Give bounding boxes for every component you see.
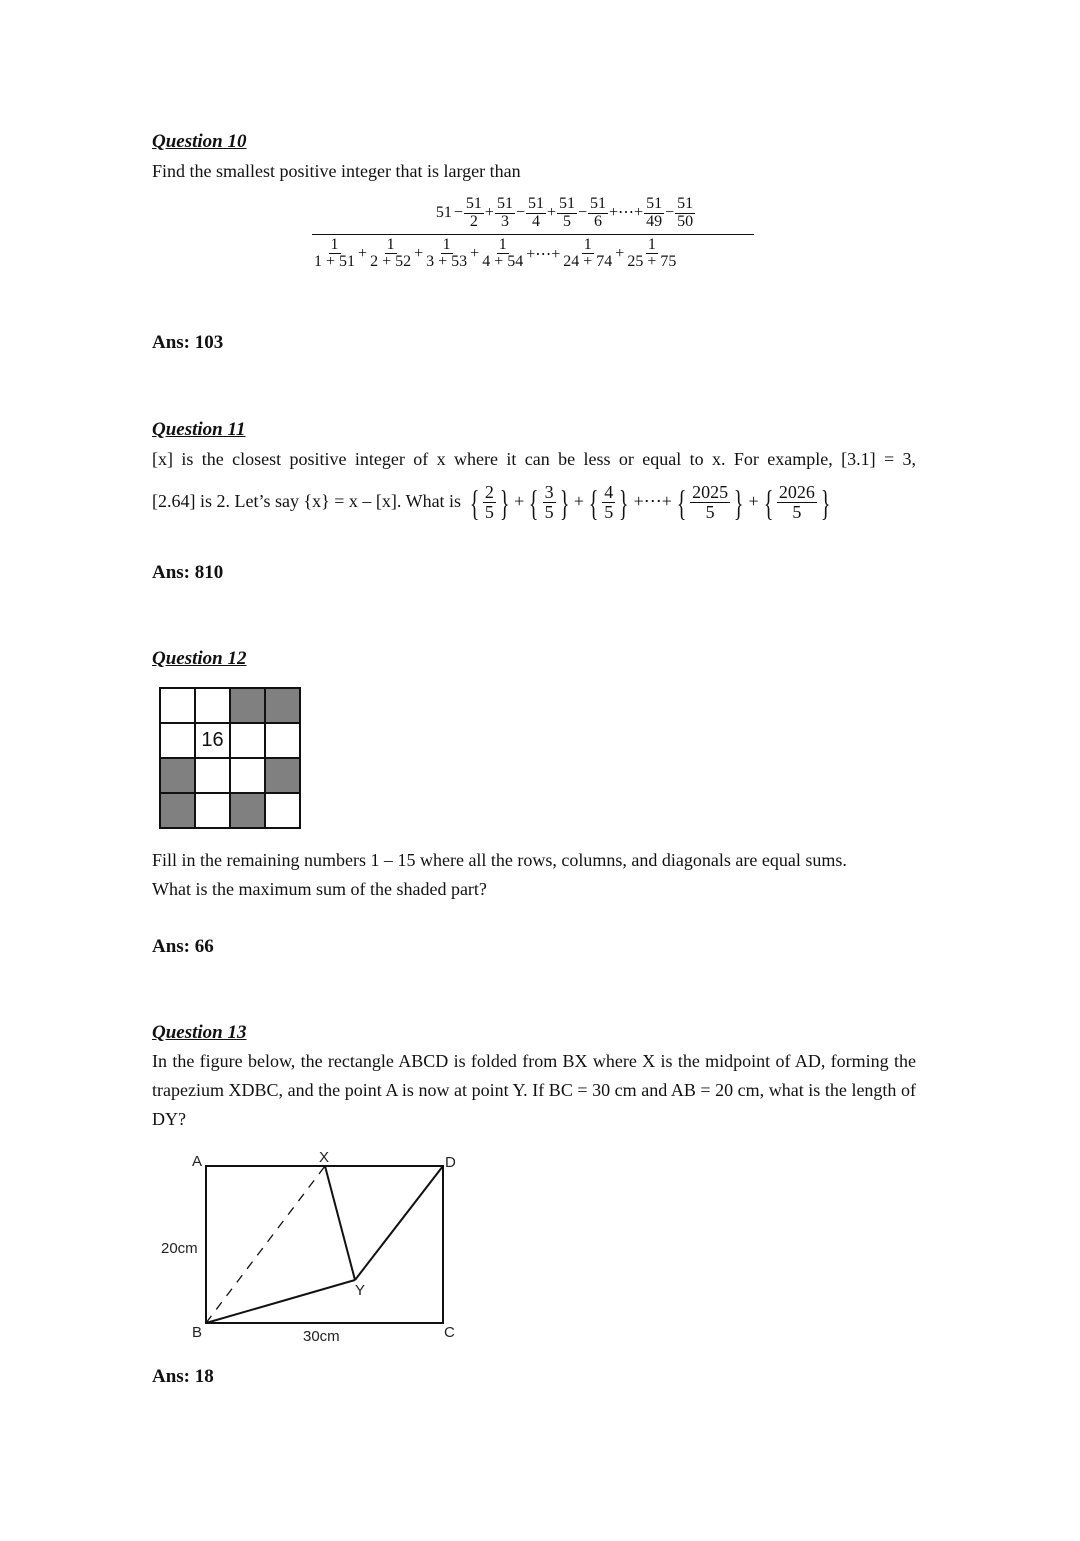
numerator-term <box>526 196 546 231</box>
numerator-term <box>495 196 515 231</box>
label-y: Y <box>355 1282 366 1299</box>
operator: + <box>484 204 494 222</box>
operator: +⋯+ <box>633 490 672 511</box>
fraction-numerator: 1 <box>386 235 395 253</box>
question-11-expression <box>466 482 835 523</box>
fractional-part-term <box>466 476 514 526</box>
fraction-denominator: 5 <box>544 502 554 523</box>
fractional-part-term <box>585 476 633 526</box>
operator: + <box>615 244 625 262</box>
right-brace: } <box>734 482 744 523</box>
right-brace: } <box>619 482 629 523</box>
fraction-numerator: 2025 <box>692 482 729 503</box>
fraction-denominator: 5 <box>705 502 715 523</box>
fractional-part-term <box>673 476 748 526</box>
left-brace: { <box>588 482 599 523</box>
denominator-term <box>561 237 614 272</box>
fraction <box>602 483 615 522</box>
fraction-denominator: 3 <box>500 212 509 230</box>
grid-cell <box>161 689 194 722</box>
fraction-denominator: 6 <box>594 212 603 230</box>
grid-cell-shaded <box>266 759 299 792</box>
fraction <box>675 196 695 231</box>
fraction-numerator: 51 <box>590 195 607 212</box>
question-10-answer: Ans: 103 <box>152 332 224 353</box>
fraction-denominator: 1 + 51 <box>314 253 356 271</box>
denominator-term <box>424 237 469 272</box>
fraction-numerator: 51 <box>677 195 694 212</box>
question-11-title: Question 11 <box>152 419 246 440</box>
fold-line-bx <box>206 1166 325 1323</box>
left-brace: { <box>763 482 773 523</box>
folded-rectangle-figure <box>150 1148 470 1348</box>
fraction <box>312 237 357 272</box>
operator: + <box>358 244 368 262</box>
fraction <box>690 483 730 522</box>
fraction-numerator: 2026 <box>778 482 815 503</box>
fraction-denominator: 2 + 52 <box>370 253 412 271</box>
expression-numerator <box>312 196 758 234</box>
question-11-text-line1: [x] is the closest positive integer of x where it can be less or equal to x. For example, [3.1] = 3, <box>152 449 916 469</box>
fractional-part-term <box>525 476 573 526</box>
fraction-denominator: 50 <box>677 212 694 230</box>
right-brace: } <box>499 482 510 523</box>
label-x: X <box>319 1149 330 1166</box>
operator: − <box>515 204 525 222</box>
left-brace: { <box>529 482 539 523</box>
left-brace: { <box>676 482 687 523</box>
fraction <box>526 196 546 231</box>
numerator-term <box>464 196 484 231</box>
operator: − <box>453 204 463 222</box>
denominator-term <box>312 237 357 272</box>
fraction-numerator: 51 <box>465 195 482 212</box>
question-11-prompt: [2.64] is 2. Let’s say {x} = x – [x]. What is <box>152 490 462 511</box>
fraction <box>777 483 817 522</box>
fraction <box>543 483 556 522</box>
fraction-denominator: 5 <box>563 212 571 230</box>
grid-cell <box>196 689 229 722</box>
fraction <box>368 237 413 272</box>
grid-cell <box>196 759 229 792</box>
fraction-denominator: 49 <box>646 212 663 230</box>
grid-cell-shaded <box>161 794 194 827</box>
question-12-title: Question 12 <box>152 648 247 669</box>
operator: − <box>578 204 588 222</box>
grid-cell <box>231 724 264 757</box>
question-10-text: Find the smallest positive integer that is larger than <box>152 161 521 181</box>
numerator-term <box>557 196 577 231</box>
grid-cell <box>196 794 229 827</box>
fraction-numerator: 1 <box>498 235 507 253</box>
right-brace: } <box>820 482 831 523</box>
question-13-text: In the figure below, the rectangle ABCD is folded from BX where X is the midpoint of AD, forming the trapezium XDBC, and the point A is now at point Y. If BC = 30 cm and AB = 20 cm, what is the length of DY? <box>152 1051 916 1129</box>
fraction-numerator: 2 <box>484 482 494 503</box>
fraction <box>557 196 577 231</box>
operator: + <box>514 490 525 511</box>
fraction-numerator: 1 <box>647 235 656 253</box>
right-brace: } <box>559 482 569 523</box>
grid-cell <box>161 724 194 757</box>
operator: +⋯+ <box>526 245 561 263</box>
question-12-text-line2: What is the maximum sum of the shaded part? <box>152 879 487 899</box>
grid-cell <box>266 794 299 827</box>
fraction-numerator: 51 <box>527 195 544 212</box>
label-d: D <box>445 1154 456 1171</box>
segment-dy <box>355 1166 443 1280</box>
fraction <box>588 196 608 231</box>
fraction-numerator: 51 <box>496 195 513 212</box>
label-c: C <box>444 1324 455 1341</box>
fraction <box>625 237 678 272</box>
operator: +⋯+ <box>609 204 644 222</box>
operator: + <box>470 244 480 262</box>
fraction <box>464 196 484 231</box>
question-13-answer: Ans: 18 <box>152 1366 214 1387</box>
fraction-denominator: 5 <box>792 502 802 523</box>
fraction <box>644 196 664 231</box>
grid-cell <box>266 724 299 757</box>
fraction <box>561 237 614 272</box>
fraction-numerator: 51 <box>559 195 575 212</box>
grid-cell: 16 <box>196 724 229 757</box>
rectangle-abcd <box>206 1166 443 1323</box>
question-11-text-line2 <box>152 474 834 526</box>
operator: + <box>546 204 556 222</box>
question-10-expression <box>312 196 758 271</box>
label-a: A <box>192 1153 203 1170</box>
question-12-text-line1: Fill in the remaining numbers 1 – 15 where all the rows, columns, and diagonals are equal sums. <box>152 850 847 870</box>
numerator-term <box>675 196 695 231</box>
fraction <box>483 483 496 522</box>
fraction <box>480 237 525 272</box>
fraction-denominator: 25 + 75 <box>627 253 677 271</box>
operator: + <box>748 490 759 511</box>
operator: − <box>665 204 675 222</box>
fraction-numerator: 1 <box>442 235 451 253</box>
grid-cell-shaded <box>231 689 264 722</box>
grid-cell-shaded <box>266 689 299 722</box>
label-bottom-length: 30cm <box>303 1328 340 1345</box>
segment-by <box>206 1280 355 1323</box>
fraction-numerator: 4 <box>604 482 614 503</box>
fraction-denominator: 5 <box>484 502 494 523</box>
denominator-term <box>480 237 525 272</box>
grid-cell-shaded <box>231 794 264 827</box>
fraction-numerator: 1 <box>583 235 592 253</box>
fraction-denominator: 4 + 54 <box>482 253 524 271</box>
numerator-leading-term: 51 <box>435 204 452 222</box>
fraction-numerator: 1 <box>330 235 339 253</box>
denominator-term <box>368 237 413 272</box>
fraction-denominator: 24 + 74 <box>563 253 613 271</box>
magic-square-grid <box>159 687 301 829</box>
fraction-denominator: 5 <box>604 502 614 523</box>
expression-denominator <box>312 235 758 272</box>
denominator-term <box>625 237 678 272</box>
grid-cell-shaded <box>161 759 194 792</box>
fraction-numerator: 3 <box>544 482 554 503</box>
fraction-denominator: 3 + 53 <box>426 253 468 271</box>
fraction <box>495 196 515 231</box>
question-13-title: Question 13 <box>152 1022 247 1043</box>
numerator-term <box>588 196 608 231</box>
fraction-numerator: 51 <box>646 195 663 212</box>
numerator-term <box>644 196 664 231</box>
left-brace: { <box>469 482 479 523</box>
label-b: B <box>192 1324 203 1341</box>
question-11-answer: Ans: 810 <box>152 562 224 583</box>
fraction-denominator: 4 <box>531 212 540 230</box>
fraction <box>424 237 469 272</box>
operator: + <box>414 244 424 262</box>
question-12-answer: Ans: 66 <box>152 936 214 957</box>
label-side-length: 20cm <box>161 1240 198 1257</box>
fraction-denominator: 2 <box>469 212 478 230</box>
operator: + <box>573 490 584 511</box>
grid-cell <box>231 759 264 792</box>
segment-xy <box>325 1166 355 1280</box>
fractional-part-term <box>760 476 835 526</box>
question-10-title: Question 10 <box>152 131 247 152</box>
